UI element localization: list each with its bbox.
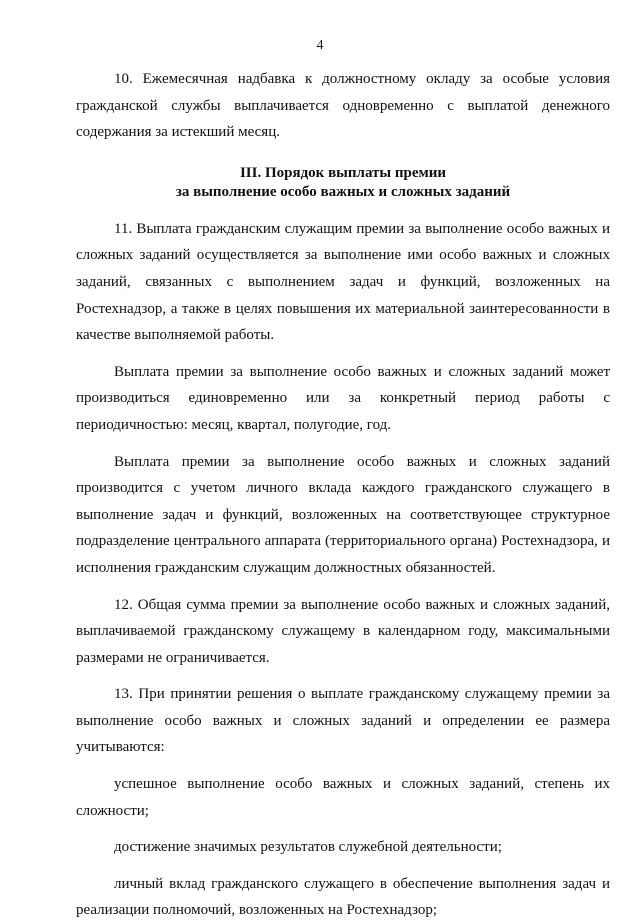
criterion-item: успешное выполнение особо важных и сложных заданий, степень их сложности; xyxy=(76,776,610,819)
paragraph-11-basis: Выплата премии за выполнение особо важных и сложных заданий производится с учетом личного вклада каждого гражданского служащего в выполнение задач и функций, возложенных на соответствующее структурное подразделение центрального аппарата (территориального органа) Ростехнадзора, и исполнения гражданским служащим должностных обязанностей. xyxy=(76,453,610,576)
section-heading xyxy=(76,164,610,202)
section-heading-line-2: за выполнение особо важных и сложных заданий xyxy=(175,183,511,200)
paragraph-13: 13. При принятии решения о выплате гражданскому служащему премии за выполнение особо важных и сложных заданий и определении ее размера учитываются: xyxy=(76,686,610,756)
page-number: 4 xyxy=(316,38,324,53)
criterion-item: достижение значимых результатов служебной деятельности; xyxy=(114,839,502,856)
section-heading-line-1: III. Порядок выплаты премии xyxy=(239,164,447,181)
paragraph-10: 10. Ежемесячная надбавка к должностному окладу за особые условия гражданской службы выплачивается одновременно с выплатой денежного содержания за истекший месяц. xyxy=(76,71,610,141)
paragraph-11-periodicity: Выплата премии за выполнение особо важных и сложных заданий может производиться единовременно или за конкретный период работы с периодичностью: месяц, квартал, полугодие, год. xyxy=(76,363,610,433)
paragraph-12: 12. Общая сумма премии за выполнение особо важных и сложных заданий, выплачиваемой гражданскому служащему в календарном году, максимальными размерами не ограничивается. xyxy=(76,596,610,666)
criterion-item: личный вклад гражданского служащего в обеспечение выполнения задач и реализации полномочий, возложенных на Ростехнадзор; xyxy=(76,875,610,919)
document-body xyxy=(76,66,610,924)
paragraph-11: 11. Выплата гражданским служащим премии за выполнение особо важных и сложных заданий осуществляется за выполнение ими особо важных и сложных заданий, связанных с выполнением задач и функций, возложенных на Ростехнадзор, а также в целях повышения их материальной заинтересованности в качестве выполняемой работы. xyxy=(76,220,610,344)
